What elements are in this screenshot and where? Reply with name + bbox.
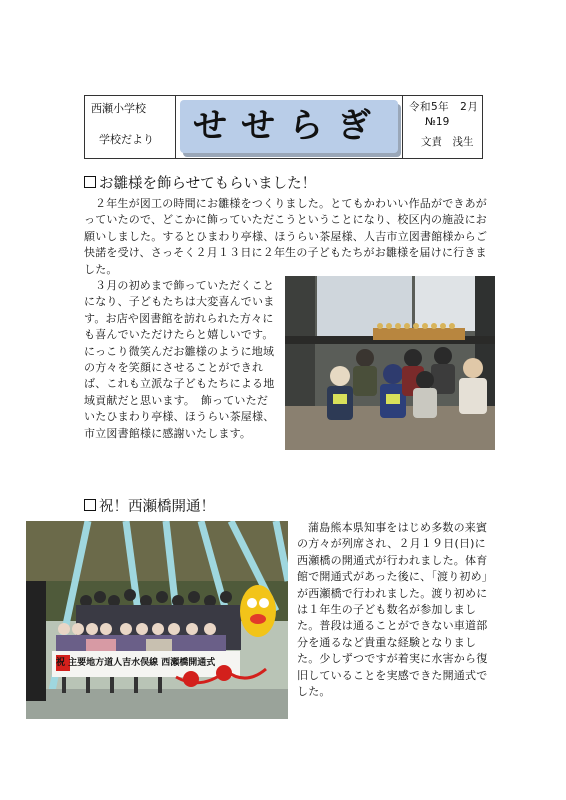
school-name: 西瀬小学校 [91, 102, 146, 115]
issue-number: №19 [425, 116, 450, 128]
section-heading-text: 祝！西瀬橋開通！ [99, 499, 215, 515]
banner-text: 祝 主要地方道人吉水俣線 西瀬橋開通式 [56, 658, 216, 668]
paragraph-hina-intro: ２年生が図工の時間にお雛様をつくりました。とてもかわいい作品ができあがっていたので、どこかに飾っていただこうということになり、校区内の施設にお願いしました。するとひまわり亭様、ほうらい茶屋様、人吉市立図書館様からご快諾を受け、さっそく２月１３日に２年生の子どもたちがお雛様を届けに行きました。 [84, 197, 488, 276]
header-left-cell [85, 96, 176, 158]
title-box [180, 100, 398, 153]
section-heading-bridge [84, 495, 215, 516]
header-right-cell [402, 96, 482, 158]
newsletter-type: 学校だより [99, 133, 154, 146]
author: 文責 浅生 [421, 136, 474, 148]
newsletter-title: せせらぎ [193, 106, 385, 146]
bridge-opening-photo [26, 521, 288, 719]
checkbox-square-icon [84, 176, 96, 188]
issue-date: 令和5年 2月 [409, 101, 479, 113]
paragraph-hina-body: ３月の初めまで飾っていただくことになり、子どもたちは大変喜んでいます。お店や図書館を訪れられた方々にも喜んでいただけたらと嬉しいです。 にっこり微笑んだお雛様のように地域の方々を笑顔にさせることができれば、これも立派な子どもたちによる地域貢献だと思います。 飾っていただいたひまわり亭様、ほうらい茶屋様、市立図書館様に感謝いたします。 [84, 279, 280, 440]
section-heading-hina [84, 172, 316, 193]
newsletter-header [84, 95, 483, 159]
hina-photo [285, 276, 495, 450]
section-heading-text: お雛様を飾らせてもらいました！ [99, 176, 317, 192]
checkbox-square-icon [84, 499, 96, 511]
paragraph-bridge: 蒲島熊本県知事をはじめ多数の来賓の方々が列席され、２月１９日(日)に西瀬橋の開通式が行われました。体育館で開通式があった後に、「渡り初め」が西瀬橋で行われました。渡り初めには１年生の子ども数名が参加しました。普段は通ることができない車道部分を通るなど貴重な経験となりました。少しずつですが着実に水害から復旧していることを実感できた開通式でした。 [297, 521, 493, 699]
